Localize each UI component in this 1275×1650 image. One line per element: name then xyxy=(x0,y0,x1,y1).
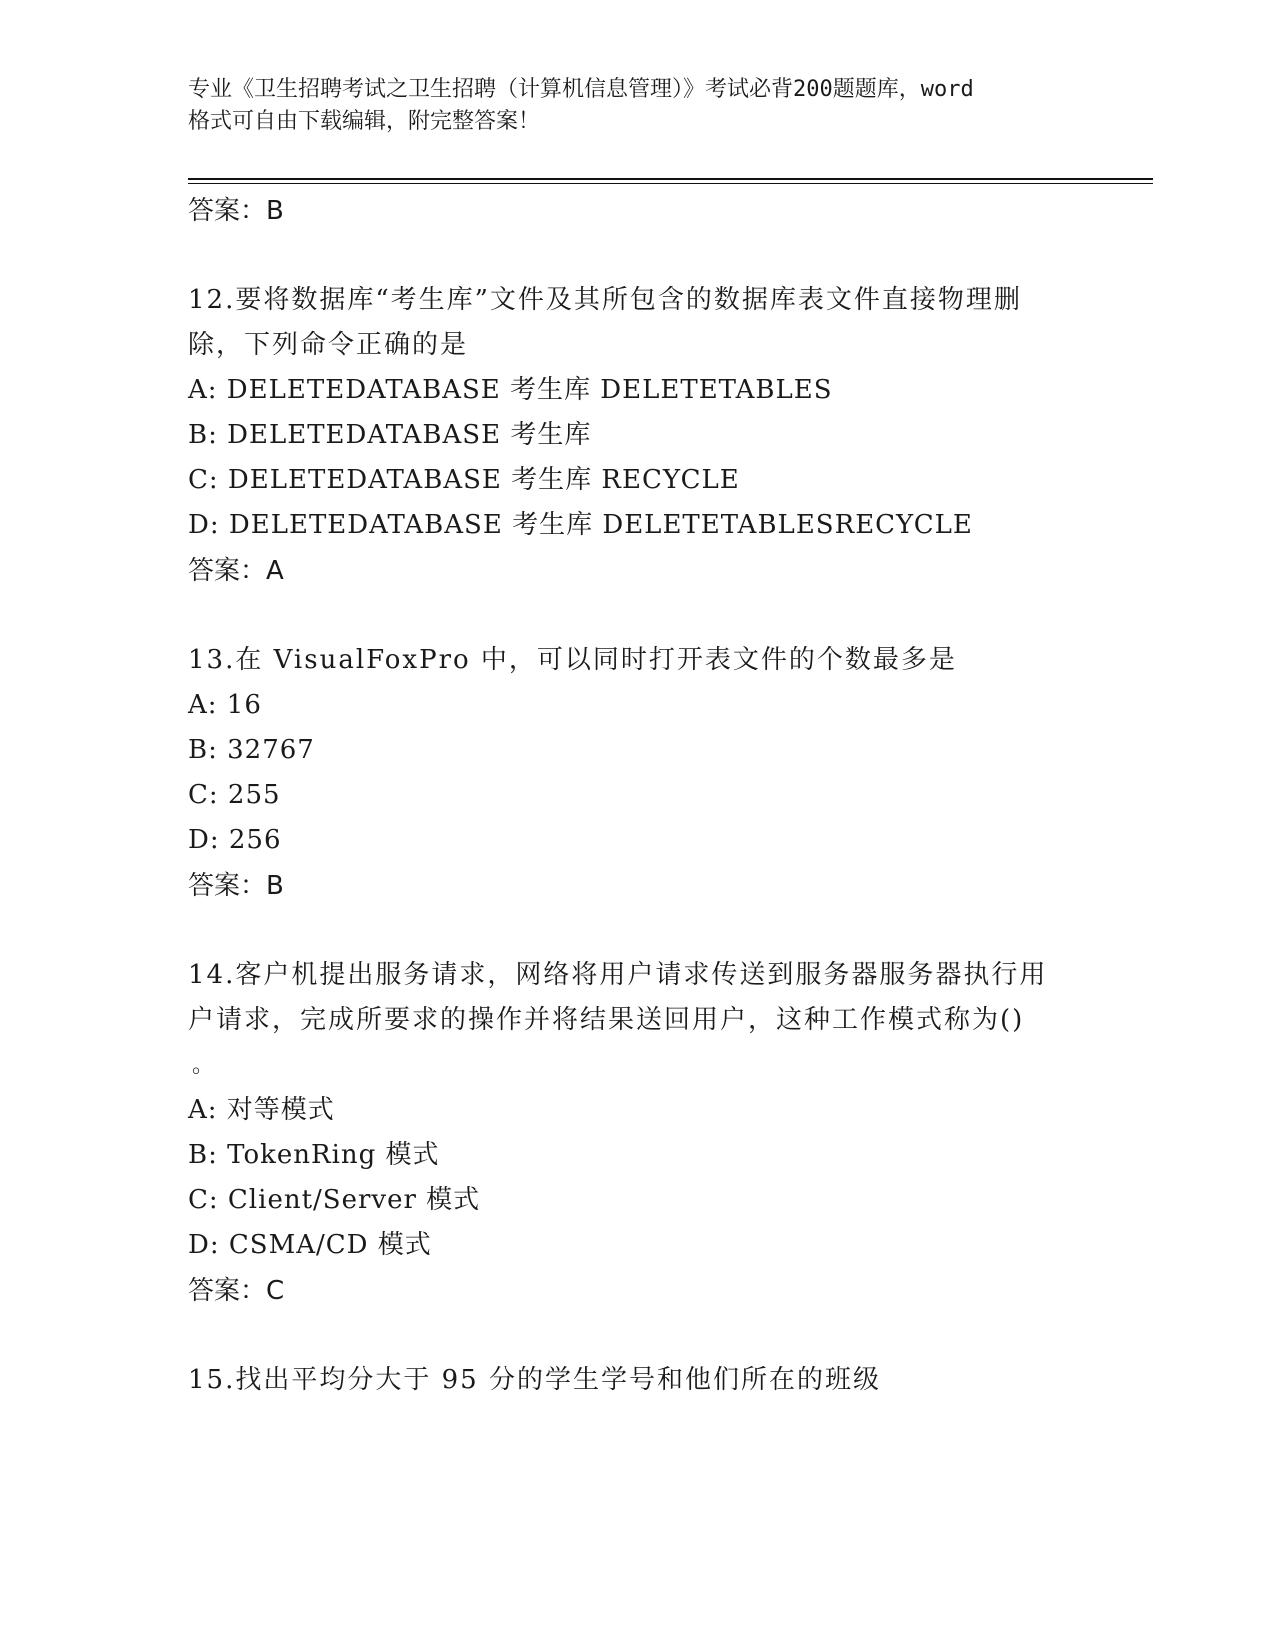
option-b: B: TokenRing 模式 xyxy=(188,1140,440,1170)
option-a: A: 对等模式 xyxy=(188,1095,335,1125)
option-d: D: 256 xyxy=(188,825,282,855)
question-text: 12.要将数据库“考生库”文件及其所包含的数据库表文件直接物理删 xyxy=(188,285,1022,315)
option-c: C: DELETEDATABASE 考生库 RECYCLE xyxy=(188,465,740,495)
page-header xyxy=(188,74,1088,138)
option-d: D: CSMA/CD 模式 xyxy=(188,1230,432,1260)
option-d: D: DELETEDATABASE 考生库 DELETETABLESRECYCLE xyxy=(188,510,973,540)
question-text: 。 xyxy=(192,1053,215,1078)
option-a: A: 16 xyxy=(188,690,262,720)
question-text: 13.在 VisualFoxPro 中，可以同时打开表文件的个数最多是 xyxy=(188,645,957,675)
answer-label: 答案：B xyxy=(188,196,284,226)
header-line: 专业《卫生招聘考试之卫生招聘（计算机信息管理）》考试必背200题题库，word xyxy=(188,77,974,102)
option-c: C: Client/Server 模式 xyxy=(188,1185,481,1215)
option-b: B: DELETEDATABASE 考生库 xyxy=(188,420,592,450)
option-b: B: 32767 xyxy=(188,735,315,765)
question-15 xyxy=(188,1358,1088,1403)
header-divider-thin xyxy=(188,183,1153,184)
question-text: 户请求，完成所要求的操作并将结果送回用户，这种工作模式称为() xyxy=(188,1005,1025,1035)
question-list xyxy=(188,188,1088,1403)
option-a: A: DELETEDATABASE 考生库 DELETETABLES xyxy=(188,375,833,405)
question-text: 除，下列命令正确的是 xyxy=(188,330,469,360)
header-line: 格式可自由下载编辑，附完整答案！ xyxy=(188,109,541,134)
answer-label: 答案：A xyxy=(188,556,284,586)
option-c: C: 255 xyxy=(188,780,281,810)
question-text: 14.客户机提出服务请求，网络将用户请求传送到服务器服务器执行用 xyxy=(188,960,1048,990)
question-14 xyxy=(188,953,1088,1314)
answer-label: 答案：B xyxy=(188,871,284,901)
header-divider xyxy=(188,178,1153,180)
question-text: 15.找出平均分大于 95 分的学生学号和他们所在的班级 xyxy=(188,1365,881,1395)
question-13 xyxy=(188,638,1088,909)
answer-label: 答案：C xyxy=(188,1276,285,1306)
question-12 xyxy=(188,278,1088,594)
